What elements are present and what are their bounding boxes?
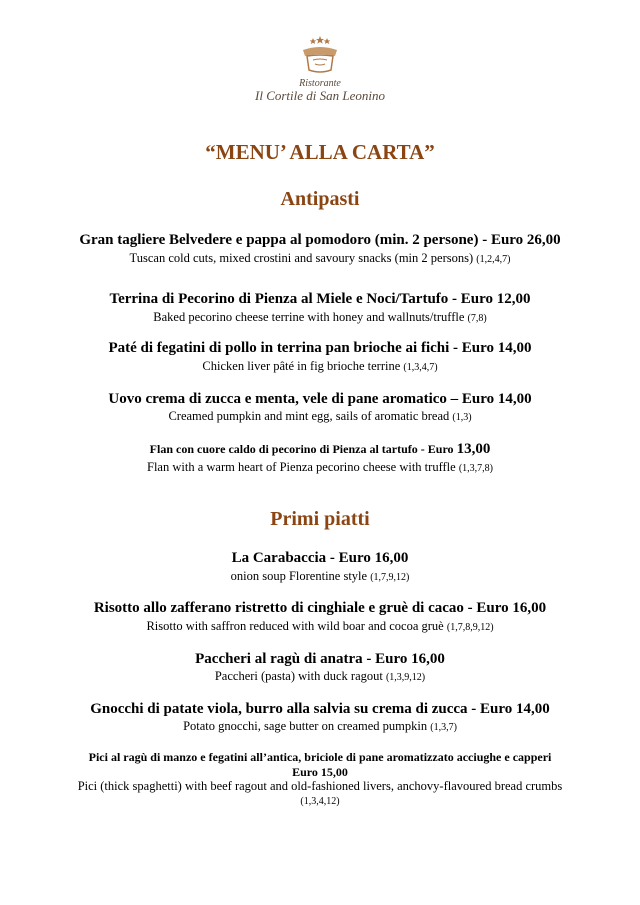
allergens: (1,7,8,9,12) bbox=[446, 622, 494, 633]
dish-name: Gran tagliere Belvedere e pappa al pomodoro (min. 2 persone) - Euro 26,00 bbox=[79, 232, 561, 248]
dish-description: Risotto with saffron reduced with wild boar and cocoa gruè (1,7,8,9,12) bbox=[146, 619, 494, 633]
section-heading-antipasti: Antipasti bbox=[280, 188, 360, 210]
dish-name: Risotto allo zafferano ristretto di cinghiale e gruè di cacao - Euro 16,00 bbox=[93, 600, 547, 616]
allergens: (1,3) bbox=[452, 412, 472, 423]
allergens: (1,3,7,8) bbox=[458, 463, 493, 474]
logo-name: Il Cortile di San Leonino bbox=[255, 88, 385, 103]
section-heading-primi: Primi piatti bbox=[270, 508, 370, 530]
dish-description: Potato gnocchi, sage butter on creamed pumpkin (1,3,7) bbox=[183, 719, 457, 733]
dish-name: Paté di fegatini di pollo in terrina pan brioche ai fichi - Euro 14,00 bbox=[108, 340, 532, 356]
allergens: (1,2,4,7) bbox=[476, 254, 511, 265]
dish-name: Uovo crema di zucca e menta, vele di pane aromatico – Euro 14,00 bbox=[108, 391, 532, 407]
allergens: (1,3,4,12) bbox=[300, 796, 340, 807]
dish-description: Tuscan cold cuts, mixed crostini and savoury snacks (min 2 persons) (1,2,4,7) bbox=[129, 251, 511, 265]
dish-description: Baked pecorino cheese terrine with honey and wallnuts/truffle (7,8) bbox=[153, 310, 487, 324]
dish-description: Creamed pumpkin and mint egg, sails of aromatic bread (1,3) bbox=[168, 409, 472, 423]
dish-name: La Carabaccia - Euro 16,00 bbox=[231, 550, 409, 566]
dish-name: Gnocchi di patate viola, burro alla salvia su crema di zucca - Euro 14,00 bbox=[90, 701, 550, 717]
dish-price: 13,00 bbox=[456, 441, 491, 457]
dish-description: Pici (thick spaghetti) with beef ragout and old-fashioned livers, anchovy-flavoured bread crumbs bbox=[77, 779, 563, 793]
allergens: (7,8) bbox=[467, 313, 487, 324]
dish-name: Flan con cuore caldo di pecorino di Pienza al tartufo - Euro 13,00 bbox=[149, 441, 491, 457]
menu-title: “MENU’ ALLA CARTA” bbox=[205, 140, 435, 164]
crown-emblem-icon bbox=[295, 36, 345, 76]
allergens: (1,3,4,7) bbox=[403, 362, 438, 373]
dish-name: Pici al ragù di manzo e fegatini all’antica, briciole di pane aromatizzato acciughe e capperi bbox=[88, 750, 552, 764]
restaurant-logo bbox=[0, 36, 640, 104]
allergens: (1,3,9,12) bbox=[385, 672, 426, 683]
allergens: (1,7,9,12) bbox=[370, 572, 410, 583]
dish-price: Euro 15,00 bbox=[292, 765, 348, 779]
dish-description: Chicken liver pâté in fig brioche terrine (1,3,4,7) bbox=[202, 359, 438, 373]
logo-subtitle: Ristorante bbox=[299, 78, 341, 89]
dish-name: Paccheri al ragù di anatra - Euro 16,00 bbox=[195, 651, 445, 667]
dish-description: Paccheri (pasta) with duck ragout (1,3,9,12) bbox=[214, 669, 426, 683]
allergens: (1,3,7) bbox=[430, 722, 457, 733]
dish-description: Flan with a warm heart of Pienza pecorino cheese with truffle (1,3,7,8) bbox=[147, 460, 493, 474]
dish-name: Terrina di Pecorino di Pienza al Miele e Noci/Tartufo - Euro 12,00 bbox=[109, 291, 531, 307]
dish-description: onion soup Florentine style (1,7,9,12) bbox=[230, 569, 410, 583]
